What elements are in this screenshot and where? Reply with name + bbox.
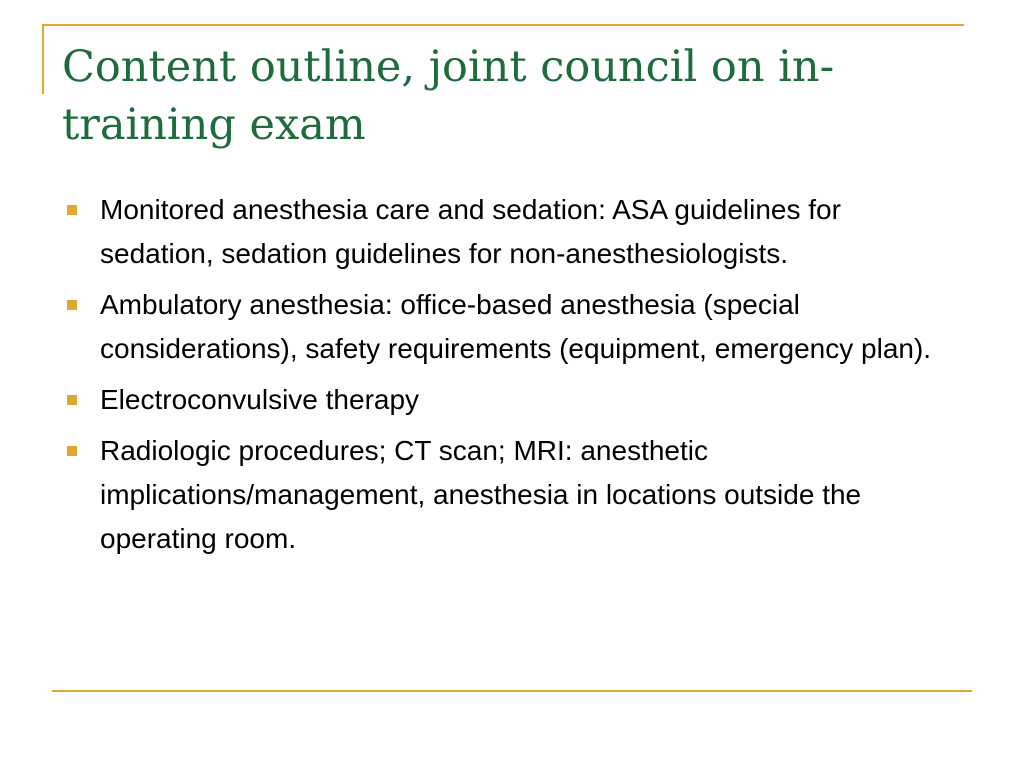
frame-left-line xyxy=(42,24,44,94)
slide-title: Content outline, joint council on in-training exam xyxy=(62,42,835,150)
bullet-text: Ambulatory anesthesia: office-based anesthesia (special considerations), safety requirements (equipment, emergency plan). xyxy=(100,289,932,364)
bullet-list xyxy=(62,188,952,568)
bullet-item xyxy=(62,188,952,276)
bottom-divider-line xyxy=(52,690,972,692)
square-bullet-icon xyxy=(67,395,77,405)
square-bullet-icon xyxy=(67,300,77,310)
bullet-text: Radiologic procedures; CT scan; MRI: anesthetic implications/management, anesthesia in locations outside the operating room. xyxy=(100,435,862,554)
bullet-text: Electroconvulsive therapy xyxy=(100,384,420,415)
square-bullet-icon xyxy=(67,446,77,456)
bullet-item xyxy=(62,378,952,422)
bullet-text: Monitored anesthesia care and sedation: ASA guidelines for sedation, sedation guidelines for non-anesthesiologists. xyxy=(100,194,841,269)
frame-top-line xyxy=(42,24,964,26)
bullet-item xyxy=(62,429,952,561)
square-bullet-icon xyxy=(67,205,77,215)
bullet-item xyxy=(62,283,952,371)
